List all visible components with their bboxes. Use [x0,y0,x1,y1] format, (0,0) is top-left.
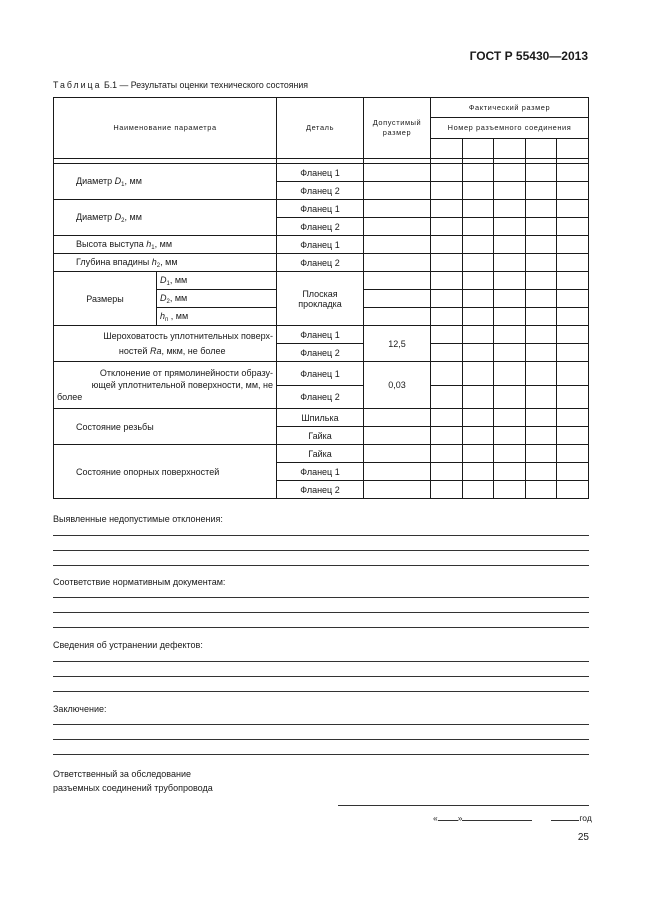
flat-gasket: Плоская прокладка [277,272,364,326]
caption-text: Б.1 — Результаты оценки технического состояния [101,80,309,90]
joint-col-1 [431,139,463,159]
part-cell: Шпилька [277,409,364,427]
fill-line[interactable] [53,724,589,725]
page-number: 25 [577,832,589,843]
part-cell: Фланец 1 [277,463,364,481]
header-joint-number: Номер разъемного соединения [431,118,589,139]
part-cell: Фланец 2 [277,254,364,272]
row-diameter-d1: Диаметр $D_1$, мм [54,164,277,200]
sizes-hn: $h_п$ , мм [157,308,277,326]
header-part: Деталь [277,98,364,159]
year-blank[interactable] [551,812,579,821]
quote-open: « [433,813,438,823]
part-cell: Фланец 2 [277,182,364,200]
sizes-d1: $D_1$, мм [157,272,277,290]
row-roughness: Шероховатость уплотнительных поверх- ностей Ra, мкм, не более [54,326,277,362]
row-thread: Состояние резьбы [54,409,277,445]
fill-line[interactable] [53,597,589,598]
row-straightness: Отклонение от прямолинейности образу- ющей уплотнительной поверхности, мм, не более [54,362,277,409]
part-cell: Фланец 1 [277,326,364,344]
quote-close: » [457,813,463,823]
part-cell: Фланец 1 [277,200,364,218]
fill-line[interactable] [53,550,589,551]
signature-line[interactable] [338,805,589,806]
roughness-value: 12,5 [364,326,431,362]
part-cell: Фланец 2 [277,386,364,409]
month-blank[interactable] [462,812,532,821]
sizes-d2: $D_2$, мм [157,290,277,308]
section-compliance: Соответствие нормативным документам: [53,577,226,587]
straightness-value: 0,03 [364,362,431,409]
joint-col-5 [557,139,589,159]
part-cell: Фланец 2 [277,481,364,499]
row-depth-h2: Глубина впадины $h_2$, мм [54,254,277,272]
part-cell: Фланец 1 [277,362,364,386]
responsible-line-2: разъемных соединений трубопровода [53,783,213,793]
year-label: год [579,813,592,823]
caption-label: Таблица [53,80,102,90]
date-field [433,812,592,823]
responsible-label [53,767,213,795]
document-id: ГОСТ Р 55430—2013 [469,49,588,63]
part-cell: Фланец 1 [277,164,364,182]
row-diameter-d2: Диаметр $D_2$, мм [54,200,277,236]
section-defects: Сведения об устранении дефектов: [53,640,203,650]
fill-line[interactable] [53,676,589,677]
joint-col-3 [494,139,526,159]
section-conclusion: Заключение: [53,704,107,714]
joint-col-2 [463,139,494,159]
fill-line[interactable] [53,612,589,613]
row-support-surfaces: Состояние опорных поверхностей [54,445,277,499]
part-cell: Фланец 2 [277,344,364,362]
fill-line[interactable] [53,565,589,566]
row-sizes: Размеры [54,272,157,326]
row-height-h1: Высота выступа $h_1$, мм [54,236,277,254]
fill-line[interactable] [53,627,589,628]
responsible-line-1: Ответственный за обследование [53,769,191,779]
fill-line[interactable] [53,691,589,692]
fill-line[interactable] [53,739,589,740]
joint-col-4 [526,139,557,159]
section-deviations: Выявленные недопустимые отклонения: [53,514,223,524]
fill-line[interactable] [53,661,589,662]
fill-line[interactable] [53,754,589,755]
part-cell: Гайка [277,427,364,445]
table-caption [53,80,308,90]
header-allowed-size: Допустимый размер [364,98,431,159]
header-parameter: Наименование параметра [54,98,277,159]
header-actual-size: Фактический размер [431,98,589,118]
part-cell: Фланец 2 [277,218,364,236]
part-cell: Гайка [277,445,364,463]
assessment-table [53,97,589,499]
part-cell: Фланец 1 [277,236,364,254]
day-blank[interactable] [438,812,458,821]
fill-line[interactable] [53,535,589,536]
